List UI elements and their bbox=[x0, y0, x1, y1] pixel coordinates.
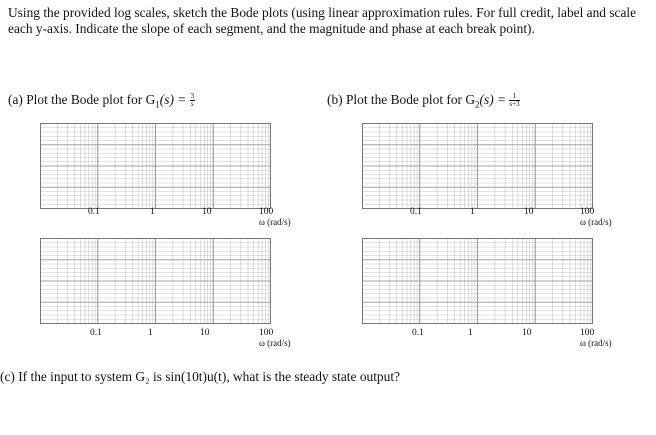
part-b-denominator: s+3 bbox=[509, 100, 520, 109]
tick-label: 1 bbox=[468, 328, 473, 338]
part-a-denominator: s bbox=[191, 100, 194, 109]
tick-label: 10 bbox=[200, 328, 210, 338]
plot-b-phase-grid[interactable] bbox=[362, 238, 593, 324]
part-b-heading bbox=[327, 92, 520, 110]
part-b-arg: (s) = bbox=[479, 92, 510, 107]
axis-unit-label: ω (rad/s) bbox=[259, 217, 291, 227]
tick-label: 10 bbox=[202, 207, 212, 217]
tick-label: 100 bbox=[259, 207, 274, 217]
plot-a-phase-grid[interactable] bbox=[40, 238, 271, 324]
part-b-numerator: 1 bbox=[509, 93, 519, 101]
tick-label: 1 bbox=[148, 328, 153, 338]
plot-b-magnitude-grid[interactable] bbox=[362, 123, 593, 209]
tick-label: 1 bbox=[150, 207, 155, 217]
part-a-heading bbox=[8, 92, 195, 110]
question-c-text: (c) If the input to system G₂ is sin(10t)u(t), what is the steady state output? bbox=[0, 369, 400, 384]
tick-label: 0.1 bbox=[412, 328, 424, 338]
part-a-prefix: (a) Plot the Bode plot for G bbox=[8, 92, 156, 107]
tick-label: 1 bbox=[470, 207, 475, 217]
part-a-arg: (s) = bbox=[159, 92, 190, 107]
tick-label: 10 bbox=[522, 328, 532, 338]
part-a-fraction bbox=[190, 93, 196, 108]
part-a-subscript: 1 bbox=[155, 99, 160, 110]
tick-label: 10 bbox=[524, 207, 534, 217]
axis-unit-label: ω (rad/s) bbox=[259, 338, 291, 348]
part-a-numerator: 3 bbox=[190, 92, 195, 101]
axis-unit-label: ω (rad/s) bbox=[580, 217, 612, 227]
tick-label: 0.1 bbox=[410, 207, 422, 217]
plot-a-magnitude-grid[interactable] bbox=[40, 123, 271, 209]
part-b-fraction bbox=[509, 93, 519, 108]
part-b-prefix: (b) Plot the Bode plot for G bbox=[327, 92, 476, 107]
tick-label: 100 bbox=[580, 207, 595, 217]
axis-unit-label: ω (rad/s) bbox=[580, 338, 612, 348]
tick-label: 100 bbox=[259, 328, 274, 338]
tick-label: 0.1 bbox=[90, 328, 102, 338]
tick-label: 0.1 bbox=[88, 207, 100, 217]
tick-label: 100 bbox=[580, 328, 595, 338]
part-b-subscript: 2 bbox=[475, 99, 480, 110]
instructions-text: Using the provided log scales, sketch the Bode plots (using linear approximation rules. For full credit, label and scale each y-axis. Indicate the slope of each segment, and the magnitude and phase at each break point). bbox=[8, 5, 637, 37]
